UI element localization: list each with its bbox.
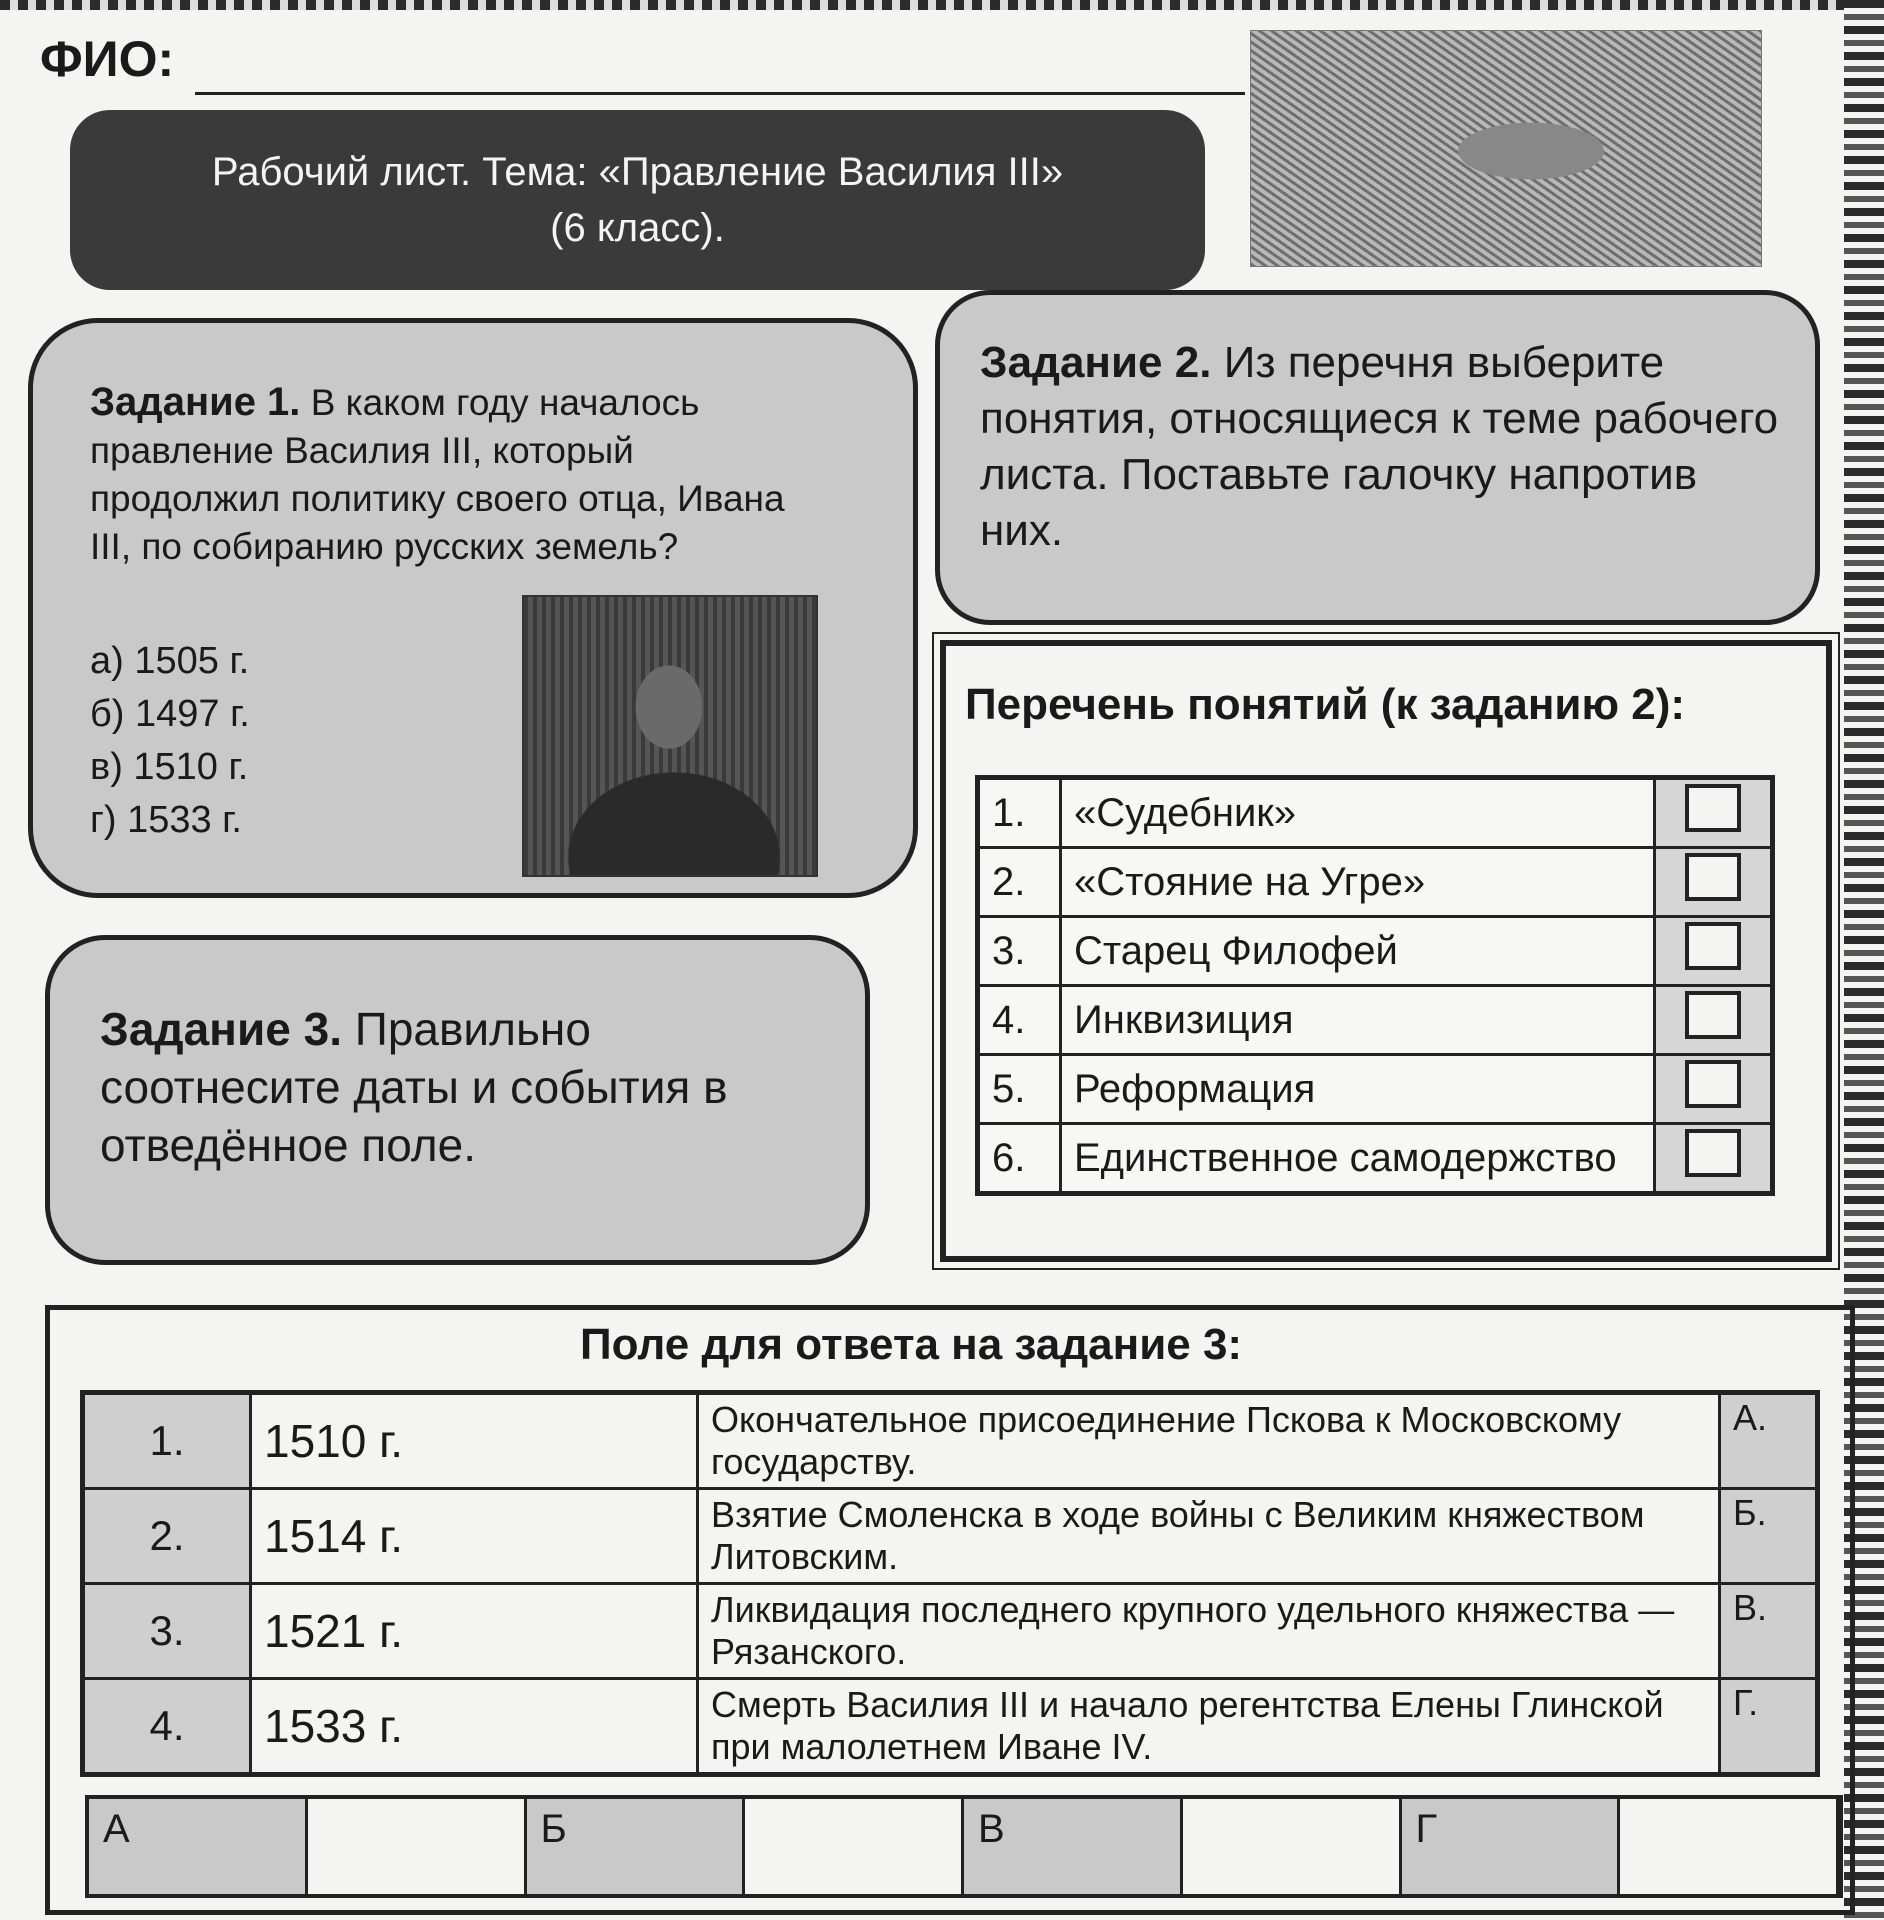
answer-date: 1521 г.	[251, 1584, 698, 1679]
concept-text: Реформация	[1061, 1055, 1655, 1124]
concept-num: 4.	[978, 986, 1061, 1055]
concept-check-cell	[1655, 917, 1773, 986]
concept-check-cell	[1655, 1055, 1773, 1124]
concept-row	[978, 848, 1773, 917]
decorative-top-border	[0, 0, 1844, 10]
answer-title: Поле для ответа на задание 3:	[580, 1320, 1243, 1369]
concept-text: «Стояние на Угре»	[1061, 848, 1655, 917]
answer-slot-b[interactable]	[745, 1799, 964, 1894]
concept-checkbox[interactable]	[1685, 991, 1741, 1039]
fio-input-line[interactable]	[195, 92, 1245, 95]
answer-num: 3.	[83, 1584, 251, 1679]
task2-label: Задание 2.	[980, 338, 1212, 387]
concept-checkbox[interactable]	[1685, 1060, 1741, 1108]
concept-row	[978, 1124, 1773, 1194]
title-line-1: Рабочий лист. Тема: «Правление Василия III»	[211, 150, 1064, 194]
task1-text	[90, 378, 830, 571]
answer-row	[83, 1584, 1818, 1679]
task3-label: Задание 3.	[100, 1003, 342, 1055]
answer-label-c: В	[964, 1799, 1183, 1894]
worksheet-title	[70, 110, 1205, 290]
fortress-illustration	[1250, 30, 1762, 267]
answer-table	[80, 1390, 1820, 1777]
task1-option-c[interactable]: в) 1510 г.	[90, 746, 249, 788]
concept-checkbox[interactable]	[1685, 1129, 1741, 1177]
concept-text: Старец Филофей	[1061, 917, 1655, 986]
answer-date: 1514 г.	[251, 1489, 698, 1584]
concept-row	[978, 917, 1773, 986]
answer-date: 1533 г.	[251, 1679, 698, 1775]
concept-check-cell	[1655, 986, 1773, 1055]
answer-event: Окончательное присоединение Пскова к Московскому государству.	[698, 1393, 1720, 1489]
concept-text: Инквизиция	[1061, 986, 1655, 1055]
task1-option-a[interactable]: а) 1505 г.	[90, 640, 250, 682]
answer-letter: А.	[1720, 1393, 1818, 1489]
answer-label-a: А	[89, 1799, 308, 1894]
answer-event: Взятие Смоленска в ходе войны с Великим княжеством Литовским.	[698, 1489, 1720, 1584]
concept-checkbox[interactable]	[1685, 922, 1741, 970]
concept-row	[978, 986, 1773, 1055]
concept-row	[978, 778, 1773, 848]
answer-row	[83, 1489, 1818, 1584]
answer-num: 2.	[83, 1489, 251, 1584]
task1-options	[90, 635, 250, 847]
concept-check-cell	[1655, 778, 1773, 848]
vasily-portrait-image	[522, 595, 818, 877]
title-line-2: (6 класс).	[550, 206, 725, 250]
answer-num: 1.	[83, 1393, 251, 1489]
answer-slot-c[interactable]	[1183, 1799, 1402, 1894]
concept-row	[978, 1055, 1773, 1124]
fio-label: ФИО:	[40, 31, 175, 87]
concept-text: Единственное самодержство	[1061, 1124, 1655, 1194]
task1-label: Задание 1.	[90, 380, 301, 424]
concept-check-cell	[1655, 848, 1773, 917]
task2-instructions: Из перечня выберите понятия, относящиеся к теме рабочего листа. Поставьте галочку напротив них.	[980, 338, 1779, 555]
answer-label-b: Б	[527, 1799, 746, 1894]
task3-instructions: Правильно соотнесите даты и события в отведённое поле.	[100, 1003, 728, 1171]
answer-entry-row	[85, 1795, 1843, 1898]
answer-event: Смерть Василия III и начало регентства Елены Глинской при малолетнем Иване IV.	[698, 1679, 1720, 1775]
answer-letter: Б.	[1720, 1489, 1818, 1584]
concept-text: «Судебник»	[1061, 778, 1655, 848]
task3-text	[100, 1000, 820, 1174]
concepts-title: Перечень понятий (к заданию 2):	[965, 680, 1686, 729]
concept-num: 6.	[978, 1124, 1061, 1194]
task2-text	[980, 335, 1780, 559]
answer-slot-d[interactable]	[1620, 1799, 1839, 1894]
concept-check-cell	[1655, 1124, 1773, 1194]
answer-date: 1510 г.	[251, 1393, 698, 1489]
task1-question: В каком году началось правление Василия III, который продолжил политику своего отца, Ивана III, по собиранию русских земель?	[90, 382, 785, 567]
concept-checkbox[interactable]	[1685, 784, 1741, 832]
answer-letter: Г.	[1720, 1679, 1818, 1775]
task1-option-d[interactable]: г) 1533 г.	[90, 799, 242, 841]
answer-num: 4.	[83, 1679, 251, 1775]
answer-label-d: Г	[1402, 1799, 1621, 1894]
answer-letter: В.	[1720, 1584, 1818, 1679]
answer-row	[83, 1393, 1818, 1489]
concept-num: 3.	[978, 917, 1061, 986]
answer-row	[83, 1679, 1818, 1775]
answer-event: Ликвидация последнего крупного удельного княжества — Рязанского.	[698, 1584, 1720, 1679]
answer-slot-a[interactable]	[308, 1799, 527, 1894]
concepts-table	[975, 775, 1775, 1196]
concept-num: 1.	[978, 778, 1061, 848]
concept-num: 5.	[978, 1055, 1061, 1124]
concept-checkbox[interactable]	[1685, 853, 1741, 901]
concept-num: 2.	[978, 848, 1061, 917]
task1-option-b[interactable]: б) 1497 г.	[90, 693, 250, 735]
